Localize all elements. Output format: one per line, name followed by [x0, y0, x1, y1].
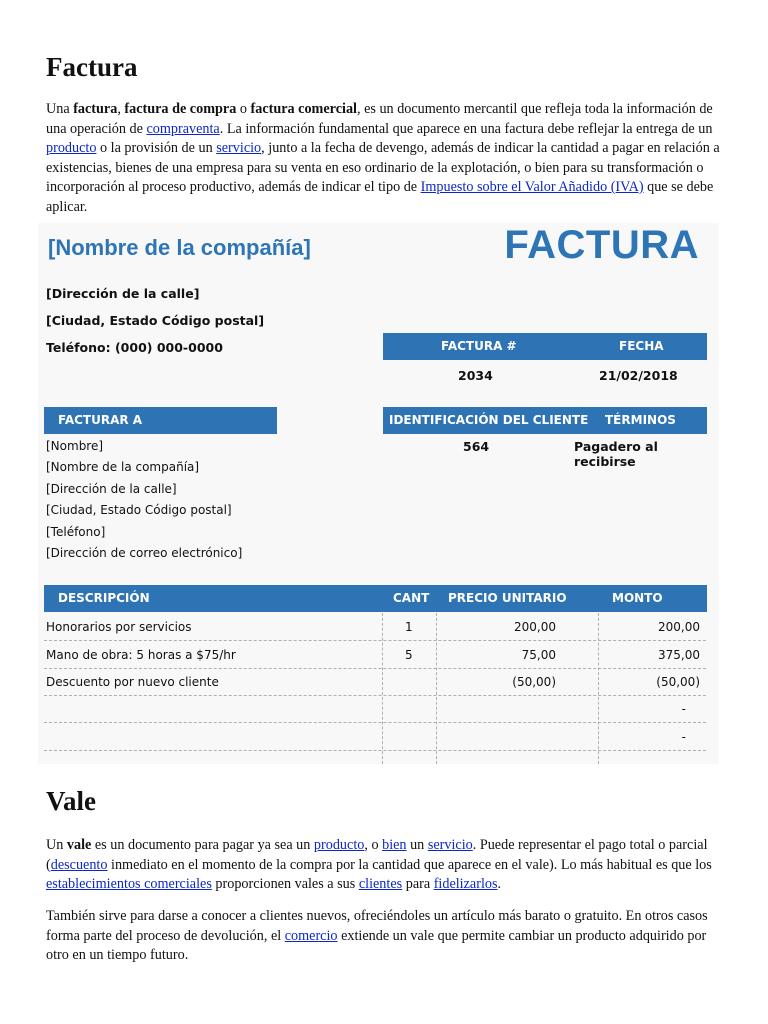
terms: Pagadero al recibirse — [574, 439, 658, 469]
header-description: DESCRIPCIÓN — [58, 591, 150, 605]
street-address: [Dirección de la calle] — [46, 286, 200, 301]
header-unit-price: PRECIO UNITARIO — [448, 591, 567, 605]
link-comercio[interactable]: comercio — [284, 927, 338, 944]
bill-to-line: [Nombre de la compañía] — [46, 460, 200, 474]
link-servicio[interactable]: servicio — [427, 837, 473, 853]
text: , es un documento mercantil que refleja toda la información de una operación de — [46, 101, 713, 137]
bold-term: factura de compra — [124, 101, 237, 117]
text: También sirve para darse a conocer a clientes nuevos, ofreciéndoles un artículo más barato o gratuito. En otros casos forma parte del proceso de devolución, el — [46, 908, 708, 944]
link-iva[interactable]: Impuesto sobre el Valor Añadido (IVA) — [420, 179, 644, 195]
text: Un — [46, 837, 67, 853]
text: Una — [46, 101, 74, 117]
column-divider — [436, 613, 437, 764]
invoice-image — [38, 223, 719, 764]
item-amount: 200,00 — [658, 620, 700, 634]
text: , o — [364, 837, 383, 853]
bold-term: factura — [73, 101, 118, 117]
item-qty: 5 — [405, 648, 413, 662]
bill-to-line: [Dirección de la calle] — [46, 482, 177, 496]
link-producto[interactable]: producto — [46, 140, 97, 156]
invoice-number-date-header — [383, 333, 707, 360]
invoice-date: 21/02/2018 — [599, 368, 678, 383]
header-qty: CANT — [393, 591, 430, 605]
text: o la provisión de un — [96, 140, 217, 156]
table-row — [44, 723, 706, 751]
item-description: Honorarios por servicios — [46, 620, 192, 634]
table-row — [44, 641, 706, 669]
item-unit-price: (50,00) — [512, 675, 556, 689]
table-row — [44, 695, 706, 723]
factura-heading: Factura — [46, 52, 138, 82]
item-amount: - — [681, 702, 686, 716]
header-bill-to: FACTURAR A — [58, 413, 143, 427]
phone: Teléfono: (000) 000-0000 — [46, 340, 223, 355]
text: . — [497, 876, 502, 892]
header-date: FECHA — [619, 339, 664, 353]
text: , junto a la fecha de devengo, además de indicar la cantidad a pagar en relación a existencias, bienes de una empresa para su venta en eso ordinario de la explotación, o bien para su transformación o incorporación al proceso productivo, además de indicar el tipo de — [46, 140, 720, 195]
item-qty: 1 — [405, 620, 413, 634]
column-divider — [382, 613, 383, 764]
item-description: Descuento por nuevo cliente — [46, 675, 219, 689]
bold-term: factura comercial — [250, 101, 357, 117]
header-amount: MONTO — [612, 591, 663, 605]
city-address: [Ciudad, Estado Código postal] — [46, 313, 265, 328]
item-amount: 375,00 — [658, 648, 700, 662]
bill-to-line: [Nombre] — [46, 439, 104, 453]
customer-terms-header — [383, 407, 707, 434]
link-descuento[interactable]: descuento — [50, 856, 108, 873]
link-servicio[interactable]: servicio — [216, 140, 262, 156]
item-amount: (50,00) — [656, 675, 700, 689]
bill-to-line: [Teléfono] — [46, 525, 106, 539]
column-divider — [598, 613, 599, 764]
bill-to-line: [Dirección de correo electrónico] — [46, 546, 243, 560]
bill-to-line: [Ciudad, Estado Código postal] — [46, 503, 232, 517]
text: o — [236, 101, 251, 117]
table-row — [44, 613, 706, 641]
text: extiende un vale que permite cambiar un producto adquirido por otro en un tiempo futuro. — [46, 927, 707, 963]
link-bien[interactable]: bien — [382, 837, 407, 853]
text: , — [117, 101, 125, 117]
company-name: [Nombre de la compañía] — [48, 235, 311, 260]
item-description: Mano de obra: 5 horas a $75/hr — [46, 648, 236, 662]
item-amount: - — [681, 730, 686, 744]
factura-paragraph — [46, 100, 722, 217]
item-unit-price: 75,00 — [521, 648, 556, 662]
table-row — [44, 668, 706, 696]
text: para — [402, 876, 434, 892]
header-customer-id: IDENTIFICACIÓN DEL CLIENTE — [389, 413, 589, 427]
vale-heading: Vale — [46, 786, 97, 816]
customer-id: 564 — [463, 439, 490, 454]
text: inmediato en el momento de la compra por la cantidad que aparece en el vale). Lo más habitual es que los — [107, 856, 712, 873]
header-invoice-no: FACTURA # — [441, 339, 517, 353]
text: que se debe aplicar. — [46, 179, 714, 215]
bill-to-header — [44, 407, 277, 434]
bold-term: vale — [66, 837, 92, 853]
header-terms: TÉRMINOS — [605, 413, 676, 427]
text: es un documento para pagar ya sea un — [91, 837, 314, 853]
text: . La información fundamental que aparece en una factura debe reflejar la entrega de un — [219, 120, 713, 137]
link-establecimientos-comerciales[interactable]: establecimientos comerciales — [46, 876, 212, 892]
item-unit-price: 200,00 — [514, 620, 556, 634]
link-compraventa[interactable]: compraventa — [146, 120, 220, 137]
items-header — [44, 585, 707, 612]
link-fidelizarlos[interactable]: fidelizarlos — [433, 876, 498, 892]
text: proporcionen vales a sus — [211, 876, 359, 892]
text: . Puede representar el pago total o parcial ( — [46, 837, 708, 873]
vale-paragraph-1 — [46, 836, 722, 895]
invoice-title: FACTURA — [504, 223, 699, 267]
link-producto[interactable]: producto — [313, 837, 365, 853]
invoice-number: 2034 — [458, 368, 493, 383]
text: un — [406, 837, 428, 853]
link-clientes[interactable]: clientes — [358, 876, 403, 892]
vale-paragraph-2 — [46, 907, 722, 966]
